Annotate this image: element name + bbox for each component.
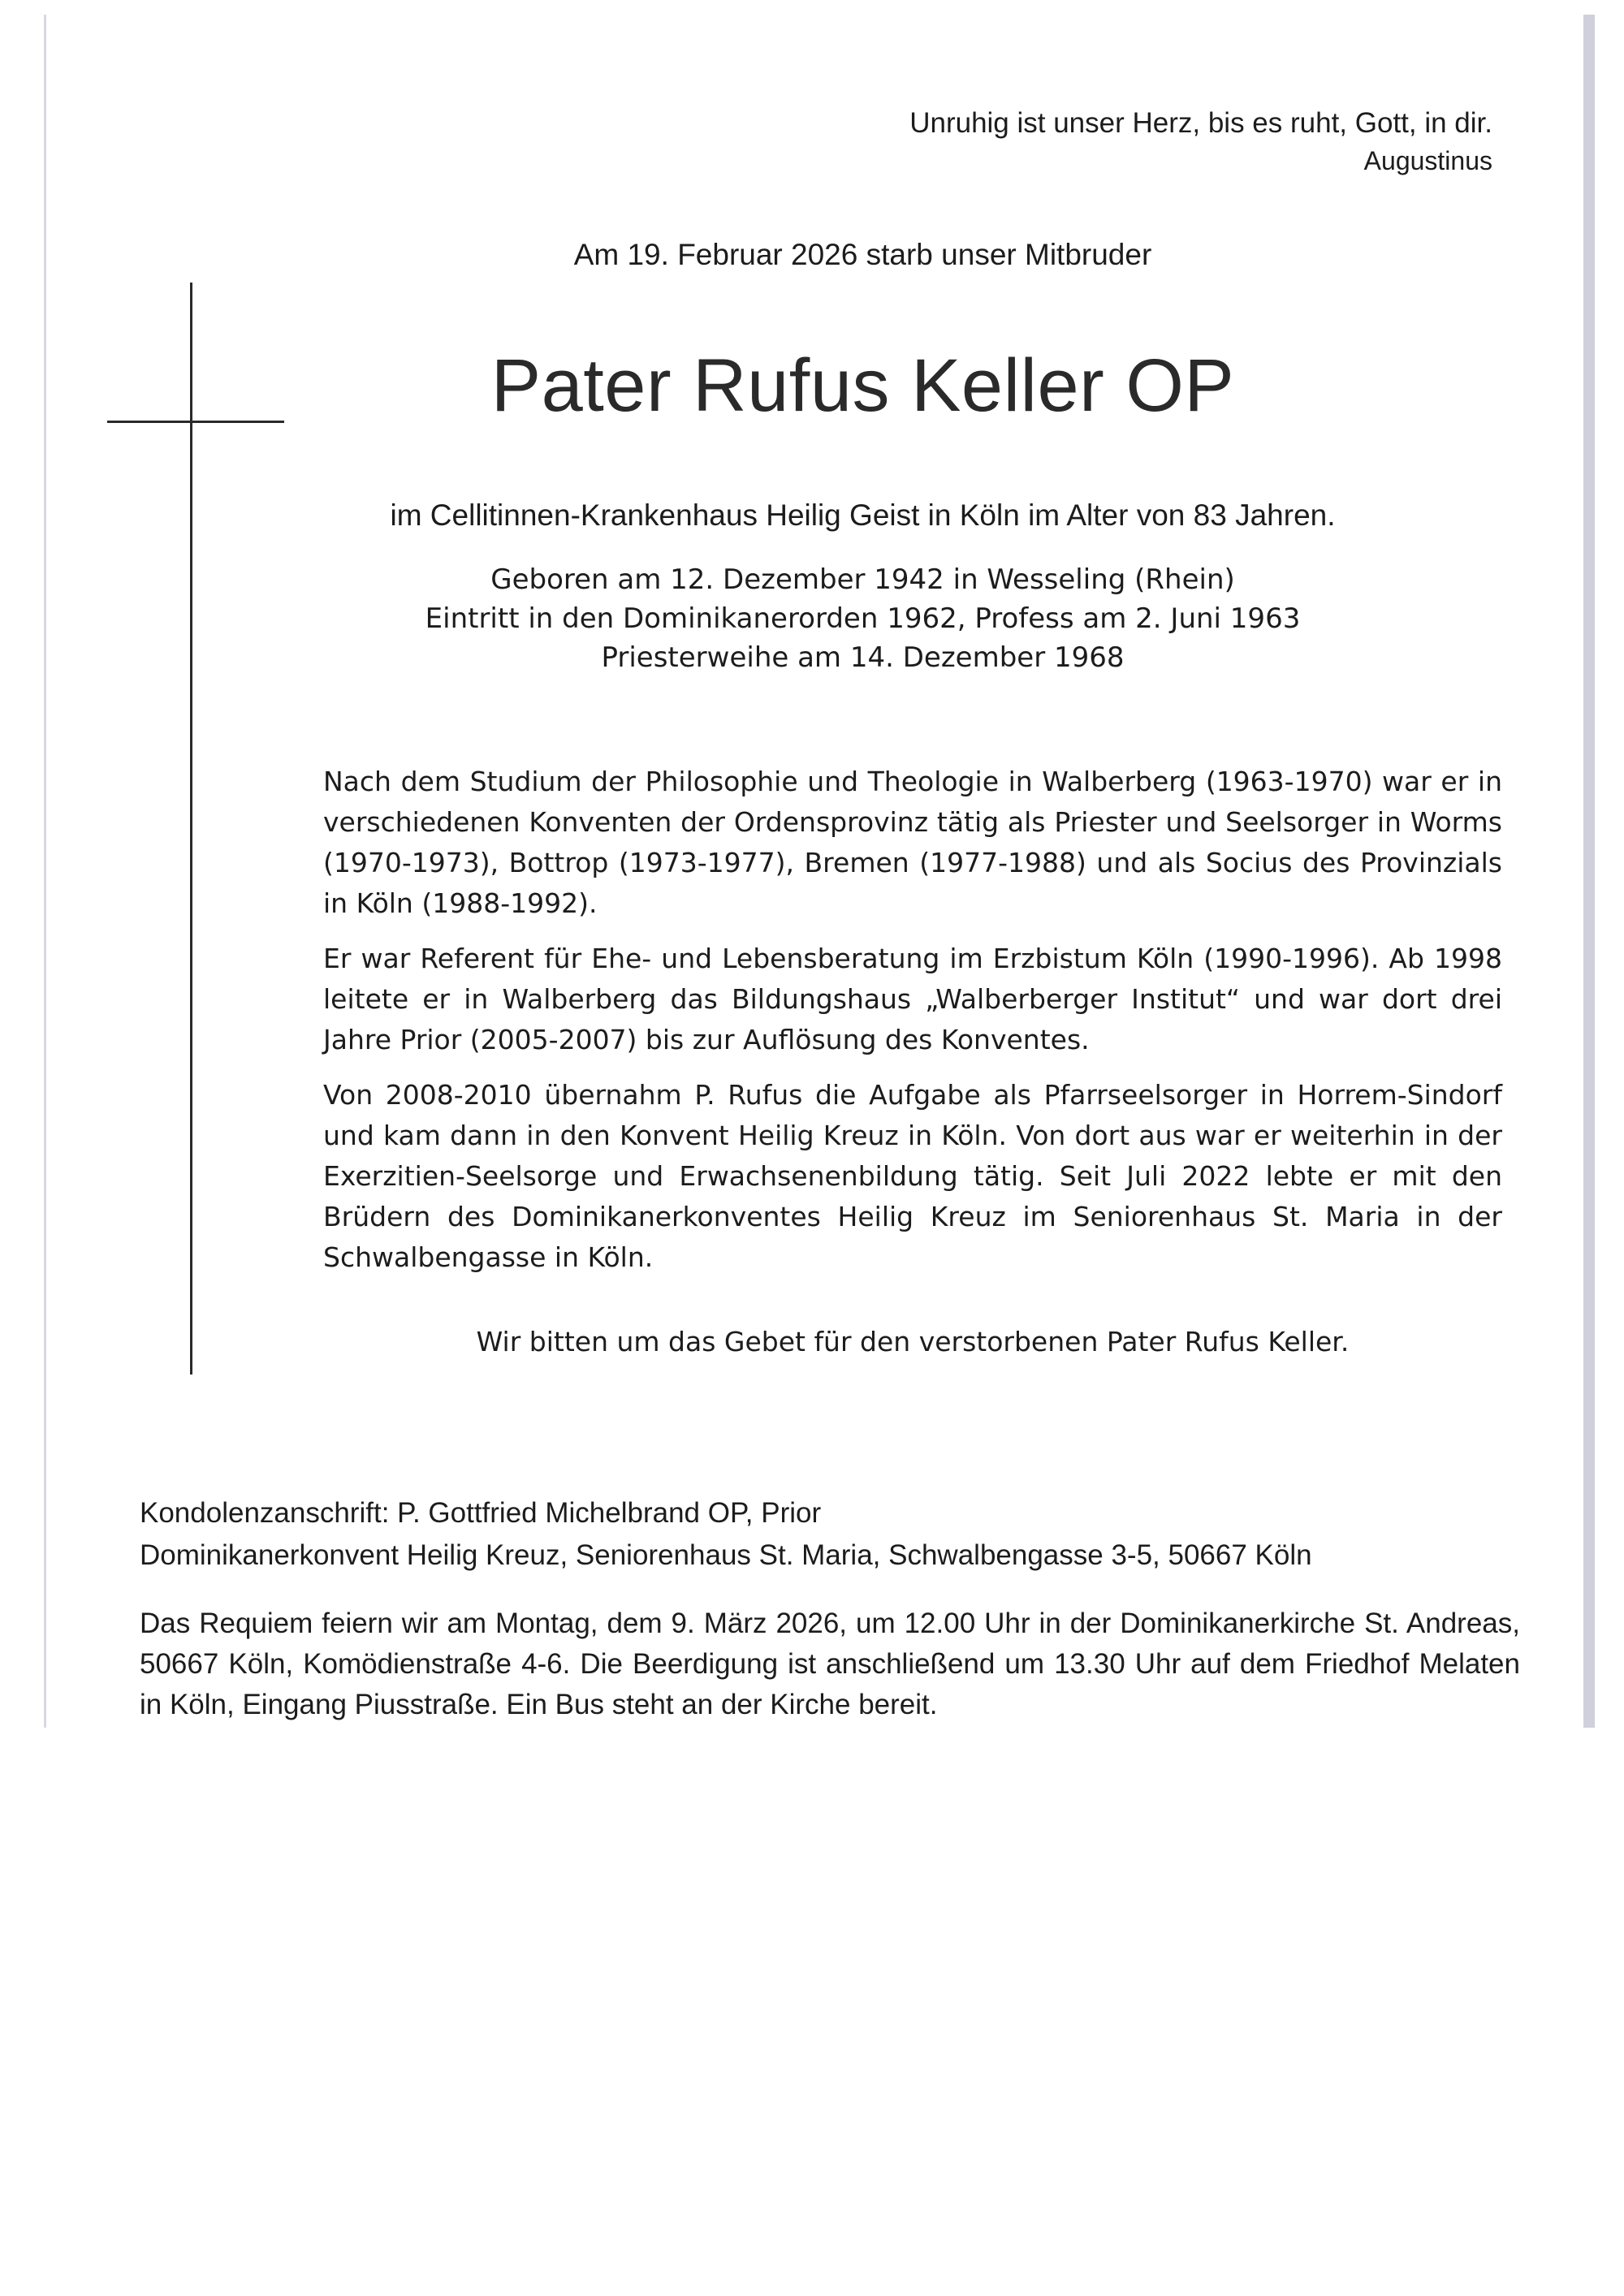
ordination-fact: Priesterweihe am 14. Dezember 1968 xyxy=(601,641,1125,674)
biography-body xyxy=(323,762,1502,1293)
motto xyxy=(762,104,1492,179)
closing-prayer: Wir bitten um das Gebet für den verstorbenen Pater Rufus Keller. xyxy=(476,1326,1350,1357)
profession-fact: Eintritt in den Dominikanerorden 1962, Profess am 2. Juni 1963 xyxy=(425,602,1301,635)
motto-author: Augustinus xyxy=(1363,146,1492,175)
biography-paragraph: Er war Referent für Ehe- und Lebensberatung im Erzbistum Köln (1990-1996). Ab 1998 leitete er in Walberberg das Bildungshaus „Walberberger Institut“ und war dort drei Jahre Prior (2005-2007) bis zur Auflösung des Konventes. xyxy=(323,943,1502,1055)
deceased-name: Pater Rufus Keller OP xyxy=(490,344,1235,427)
scan-edge-left xyxy=(44,15,46,1728)
biography-paragraph: Von 2008-2010 übernahm P. Rufus die Aufgabe als Pfarrseelsorger in Horrem-Sindorf und kam dann in den Konvent Heilig Kreuz in Köln. Von dort aus war er weiterhin in der Exerzitien-Seelsorge und Erwachsenenbildung tätig. Seit Juli 2022 lebte er mit den Brüdern des Dominikanerkonventes Heilig Kreuz im Seniorenhaus St. Maria in der Schwalbengasse in Köln. xyxy=(323,1079,1502,1273)
place-of-death: im Cellitinnen-Krankenhaus Heilig Geist in Köln im Alter von 83 Jahren. xyxy=(390,498,1336,532)
scan-edge-right xyxy=(1583,15,1595,1728)
birth-fact: Geboren am 12. Dezember 1942 in Wesseling (Rhein) xyxy=(490,563,1235,596)
biographical-facts xyxy=(244,560,1482,677)
cross-vertical-bar xyxy=(190,283,192,1375)
condolence-line: Kondolenzanschrift: P. Gottfried Michelbrand OP, Prior xyxy=(140,1497,822,1529)
death-announcement-intro: Am 19. Februar 2026 starb unser Mitbruder xyxy=(573,238,1152,271)
biography-paragraph: Nach dem Studium der Philosophie und Theologie in Walberberg (1963-1970) war er in verschiedenen Konventen der Ordensprovinz tätig als Priester und Seelsorger in Worms (1970-1973), Bottrop (1973-1977), Bremen (1977-1988) und als Socius des Provinzials in Köln (1988-1992). xyxy=(323,766,1502,919)
requiem-info: Das Requiem feiern wir am Montag, dem 9. März 2026, um 12.00 Uhr in der Dominikanerkirche St. Andreas, 50667 Köln, Komödienstraße 4-6. Die Beerdigung ist anschließend um 13.30 Uhr auf dem Friedhof Melaten in Köln, Eingang Piusstraße. Ein Bus steht an der Kirche bereit. xyxy=(140,1608,1520,1720)
condolence-line: Dominikanerkonvent Heilig Kreuz, Seniorenhaus St. Maria, Schwalbengasse 3-5, 50667 Köln xyxy=(140,1539,1312,1571)
condolence-address xyxy=(140,1492,1520,1577)
motto-quote: Unruhig ist unser Herz, bis es ruht, Gott, in dir. xyxy=(909,107,1492,139)
